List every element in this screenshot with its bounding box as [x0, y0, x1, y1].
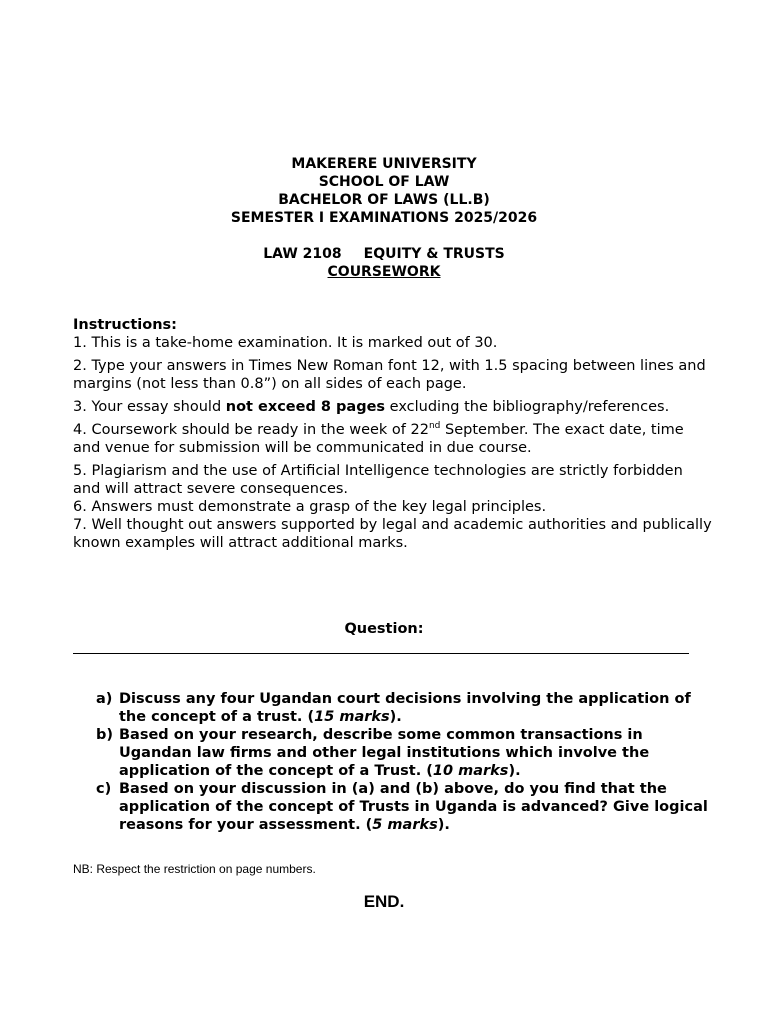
instruction-item-2: 2. Type your answers in Times New Roman font 12, with 1.5 spacing between lines and margins (not less than 0.8”) on all sides of each page.: [73, 358, 706, 392]
question-text: Based on your discussion in (a) and (b) above, do you find that the application of the concept of Trusts in Uganda is advanced? Give logical reasons for your assessment. (5 marks).: [119, 781, 708, 833]
question-label: b): [96, 727, 114, 743]
question-text: Discuss any four Ugandan court decisions involving the application of the concept of a trust. (15 marks).: [119, 691, 691, 725]
university-name: MAKERERE UNIVERSITY: [291, 156, 477, 172]
question-item-a: [96, 690, 716, 726]
question-item-c: [96, 780, 716, 834]
school-name: SCHOOL OF LAW: [318, 174, 450, 190]
course-name: EQUITY & TRUSTS: [363, 246, 505, 262]
course-block: [0, 245, 768, 281]
instruction-item-6: 6. Answers must demonstrate a grasp of the key legal principles.: [73, 499, 547, 515]
marks-value: 5 marks: [372, 817, 438, 833]
instructions-section: [73, 316, 713, 552]
question-item-b: [96, 726, 716, 780]
instruction-item-1: 1. This is a take-home examination. It is marked out of 30.: [73, 335, 498, 351]
coursework-label: COURSEWORK: [327, 264, 441, 280]
course-line: [0, 245, 768, 263]
course-code: LAW 2108: [263, 246, 342, 262]
question-heading: Question:: [344, 621, 424, 637]
divider-line: [73, 653, 689, 654]
degree-name: BACHELOR OF LAWS (LL.B): [278, 192, 490, 208]
instructions-title: Instructions:: [73, 317, 177, 333]
instruction-item-5: 5. Plagiarism and the use of Artificial Intelligence technologies are strictly forbidden and will attract severe consequences.: [73, 463, 683, 497]
marks-value: 15 marks: [314, 709, 390, 725]
exam-header: [0, 155, 768, 227]
instruction-item-3: 3. Your essay should not exceed 8 pages excluding the bibliography/references.: [73, 399, 670, 415]
page-limit-emphasis: not exceed 8 pages: [225, 399, 386, 415]
exam-session: SEMESTER I EXAMINATIONS 2025/2026: [230, 210, 538, 226]
nb-note: NB: Respect the restriction on page numbers.: [73, 862, 316, 876]
question-label: c): [96, 781, 112, 797]
question-text: Based on your research, describe some common transactions in Ugandan law firms and other legal institutions which involve the application of the concept of a Trust. (10 marks).: [119, 727, 650, 779]
instruction-item-4: 4. Coursework should be ready in the week of 22nd September. The exact date, time and venue for submission will be communicated in due course.: [73, 421, 684, 456]
question-label: a): [96, 691, 113, 707]
marks-value: 10 marks: [432, 763, 509, 779]
end-marker: END.: [363, 892, 405, 911]
instruction-item-7: 7. Well thought out answers supported by legal and academic authorities and publically known examples will attract additional marks.: [73, 517, 712, 551]
question-list: [96, 690, 716, 834]
